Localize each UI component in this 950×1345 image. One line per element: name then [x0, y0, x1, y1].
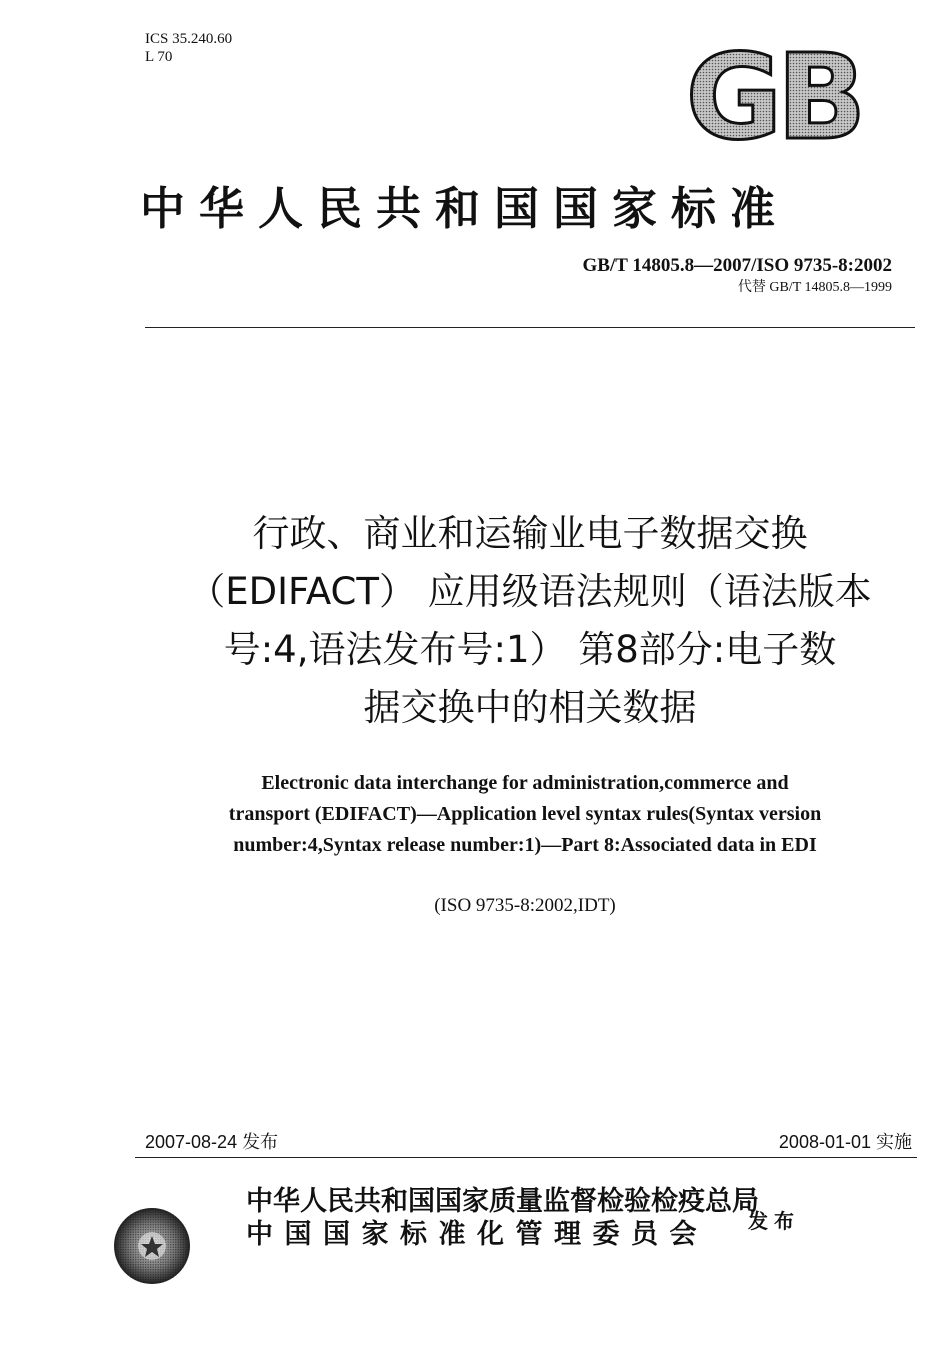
- replaces-standard: 代替 GB/T 14805.8—1999: [737, 280, 892, 295]
- authority-line: 中华人民共和国国家质量监督检验检疫总局: [246, 1186, 759, 1217]
- class-code: L 70: [145, 49, 173, 65]
- gb-logo-icon: [678, 44, 868, 148]
- header-divider: [145, 327, 915, 328]
- authority-line: 中国国家标准化管理委员会: [246, 1219, 708, 1250]
- english-title: [140, 768, 910, 861]
- implementation-date: 2008-01-01 实施: [778, 1132, 912, 1152]
- issue-date: 2007-08-24 发布: [145, 1132, 279, 1152]
- chinese-title-line: 号:4,语法发布号:1） 第8部分:电子数: [223, 628, 837, 671]
- chinese-title: [130, 505, 930, 737]
- issuing-authorities: [246, 1185, 759, 1251]
- iso-reference: (ISO 9735-8:2002,IDT): [434, 895, 616, 916]
- publish-label: 发布: [748, 1209, 800, 1233]
- footer-divider: [135, 1157, 917, 1158]
- ics-code: ICS 35.240.60: [145, 31, 233, 47]
- chinese-title-line: 行政、商业和运输业电子数据交换: [252, 512, 808, 555]
- classification-codes: [145, 30, 232, 66]
- english-title-line: Electronic data interchange for administration,commerce and: [261, 772, 789, 794]
- svg-text:GB: GB: [685, 44, 861, 148]
- chinese-title-line: 据交换中的相关数据: [363, 686, 697, 729]
- standard-number: GB/T 14805.8—2007/ISO 9735-8:2002: [582, 255, 892, 276]
- english-title-line: number:4,Syntax release number:1)—Part 8:Associated data in EDI: [233, 834, 817, 856]
- national-standard-title: 中华人民共和国国家标准: [140, 182, 790, 235]
- chinese-title-line: （EDIFACT） 应用级语法规则（语法版本: [188, 570, 872, 613]
- official-seal-icon: [112, 1206, 192, 1286]
- english-title-line: transport (EDIFACT)—Application level syntax rules(Syntax version: [228, 803, 822, 825]
